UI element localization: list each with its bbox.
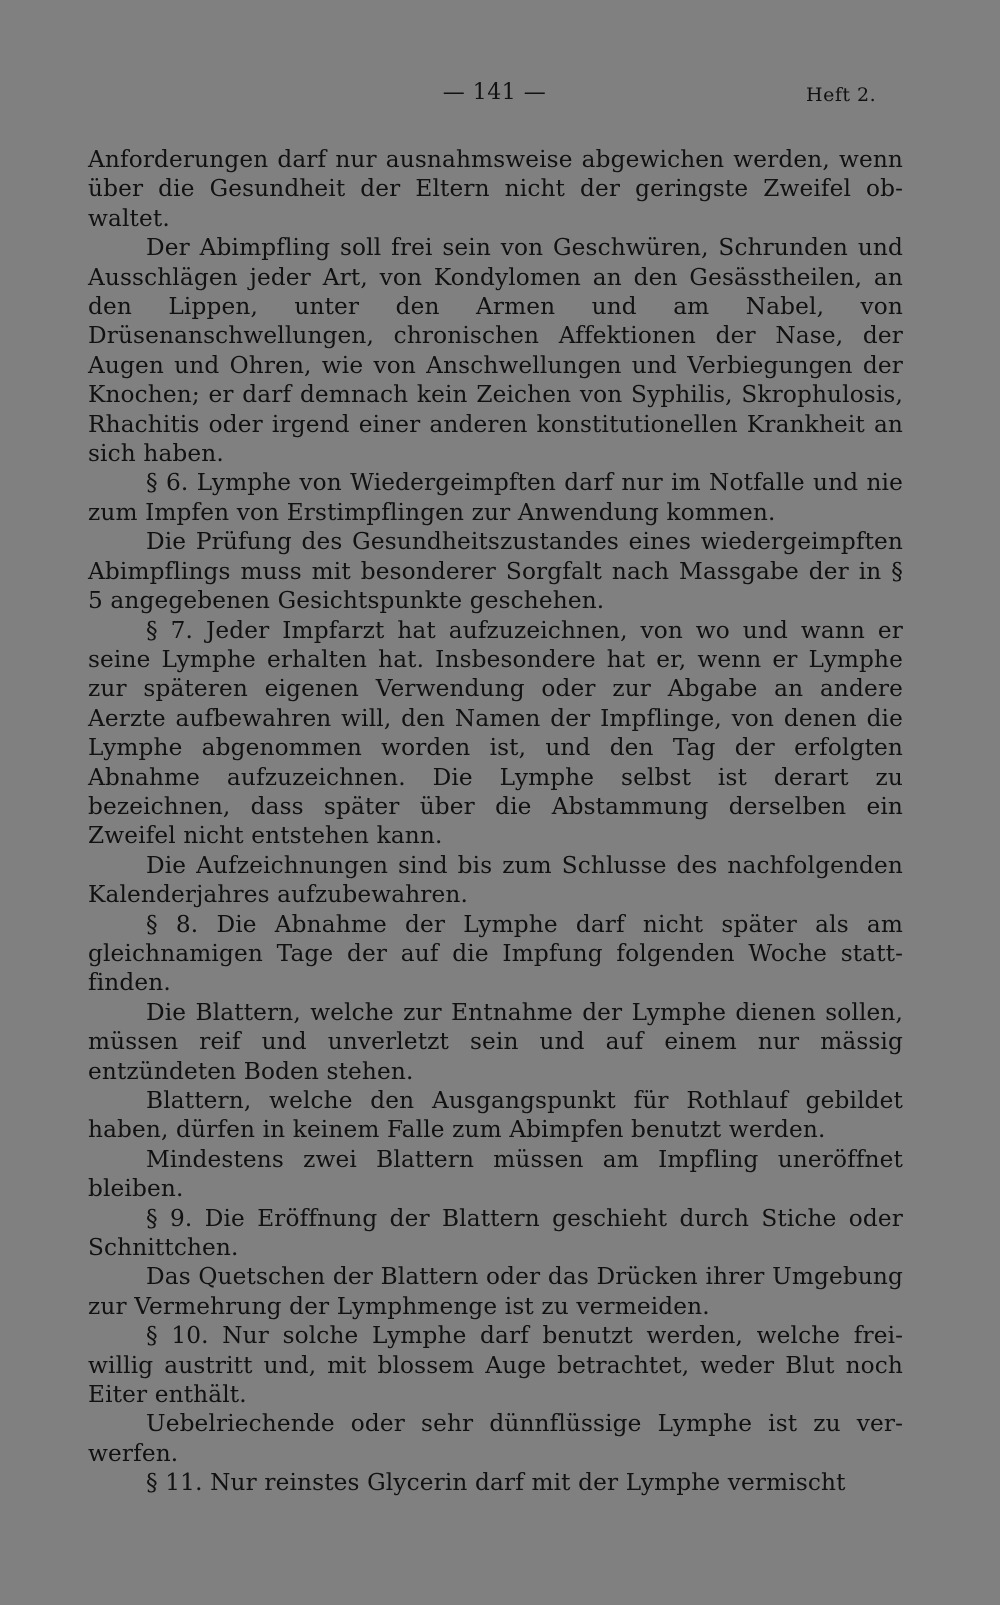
running-head: Heft 2.: [806, 84, 877, 106]
paragraph-section-6: § 6. Lymphe von Wiedergeimpften darf nur im Notfalle und nie zum Impfen von Erstimpflingen zur Anwendung kommen.: [88, 469, 903, 526]
paragraph-section-6-examination: Die Prüfung des Gesundheitszustandes eines wiedergeimpften Abimpflings muss mit besonderer Sorgfalt nach Massgabe der in § 5 angegebenen Gesichtspunkte geschehen.: [88, 528, 903, 615]
paragraph-section-10-discard: Uebelriechende oder sehr dünnflüssige Lymphe ist zu verwerfen.: [88, 1410, 903, 1467]
paragraph-section-9-quetschen: Das Quetschen der Blattern oder das Drücken ihrer Umgebung zur Vermehrung der Lymphmenge ist zu vermeiden.: [88, 1263, 903, 1320]
paragraph-section-8-blattern: Die Blattern, welche zur Entnahme der Lymphe dienen sollen, müssen reif und unverletzt sein und auf einem nur mässig entzündeten Boden stehen.: [88, 998, 903, 1085]
paragraph-section-9: § 9. Die Eröffnung der Blattern geschieht durch Stiche oder Schnittchen.: [88, 1204, 903, 1262]
paragraph-section-8: § 8. Die Abnahme der Lymphe darf nicht später als am gleichnamigen Tage der auf die Impfung folgenden Woche stattfinden.: [88, 910, 903, 997]
paragraph-section-10: § 10. Nur solche Lymphe darf benutzt werden, welche freiwillig austritt und, mit blossem Auge betrachtet, weder Blut noch Eiter enthält.: [88, 1322, 903, 1409]
paragraph-section-8-rothlauf: Blattern, welche den Ausgangspunkt für Rothlauf gebildet haben, dürfen in keinem Falle zum Abimpfen benutzt werden.: [88, 1087, 903, 1144]
paragraph-section-7-records: Die Aufzeichnungen sind bis zum Schlusse des nachfolgenden Kalenderjahres aufzubewahren.: [88, 851, 903, 909]
page-header: [0, 76, 1000, 116]
paragraph-section-11: § 11. Nur reinstes Glycerin darf mit der Lymphe vermischt: [146, 1469, 846, 1497]
paragraph-abimpfling-requirements: Der Abimpfling soll frei sein von Geschwüren, Schrunden und Ausschlägen jeder Art, von Kondylomen an den Gesässtheilen, an den Lippen, unter den Armen und am Nabel, von Drüsenanschwellungen, chronischen Affektionen der Nase, der Augen und Ohren, wie von Anschwellungen und Verbiegungen der Knochen; er darf demnach kein Zeichen von Syphilis, Skrophulosis, Rhachitis oder irgend einer anderen konstitutionellen Krankheit an sich haben.: [88, 234, 903, 468]
body-text: [88, 145, 903, 1498]
paragraph-section-8-minimum: Mindestens zwei Blattern müssen am Impfling uneröffnet bleiben.: [88, 1145, 903, 1203]
paragraph-section-7: § 7. Jeder Impfarzt hat aufzuzeichnen, von wo und wann er seine Lymphe erhalten hat. Insbesondere hat er, wenn er Lymphe zur späteren eigenen Verwendung oder zur Abgabe an andere Aerzte aufbewahren will, den Namen der Impflinge, von denen die Lymphe abgenommen worden ist, und den Tag der erfolgten Abnahme aufzuzeichnen. Die Lymphe selbst ist derart zu bezeichnen, dass später über die Abstammung derselben ein Zweifel nicht entstehen kann.: [88, 616, 903, 850]
paragraph-continuation: Anforderungen darf nur ausnahmsweise abgewichen werden, wenn über die Gesundheit der Eltern nicht der geringste Zweifel obwaltet.: [88, 146, 903, 232]
page-number: — 141 —: [442, 80, 547, 105]
